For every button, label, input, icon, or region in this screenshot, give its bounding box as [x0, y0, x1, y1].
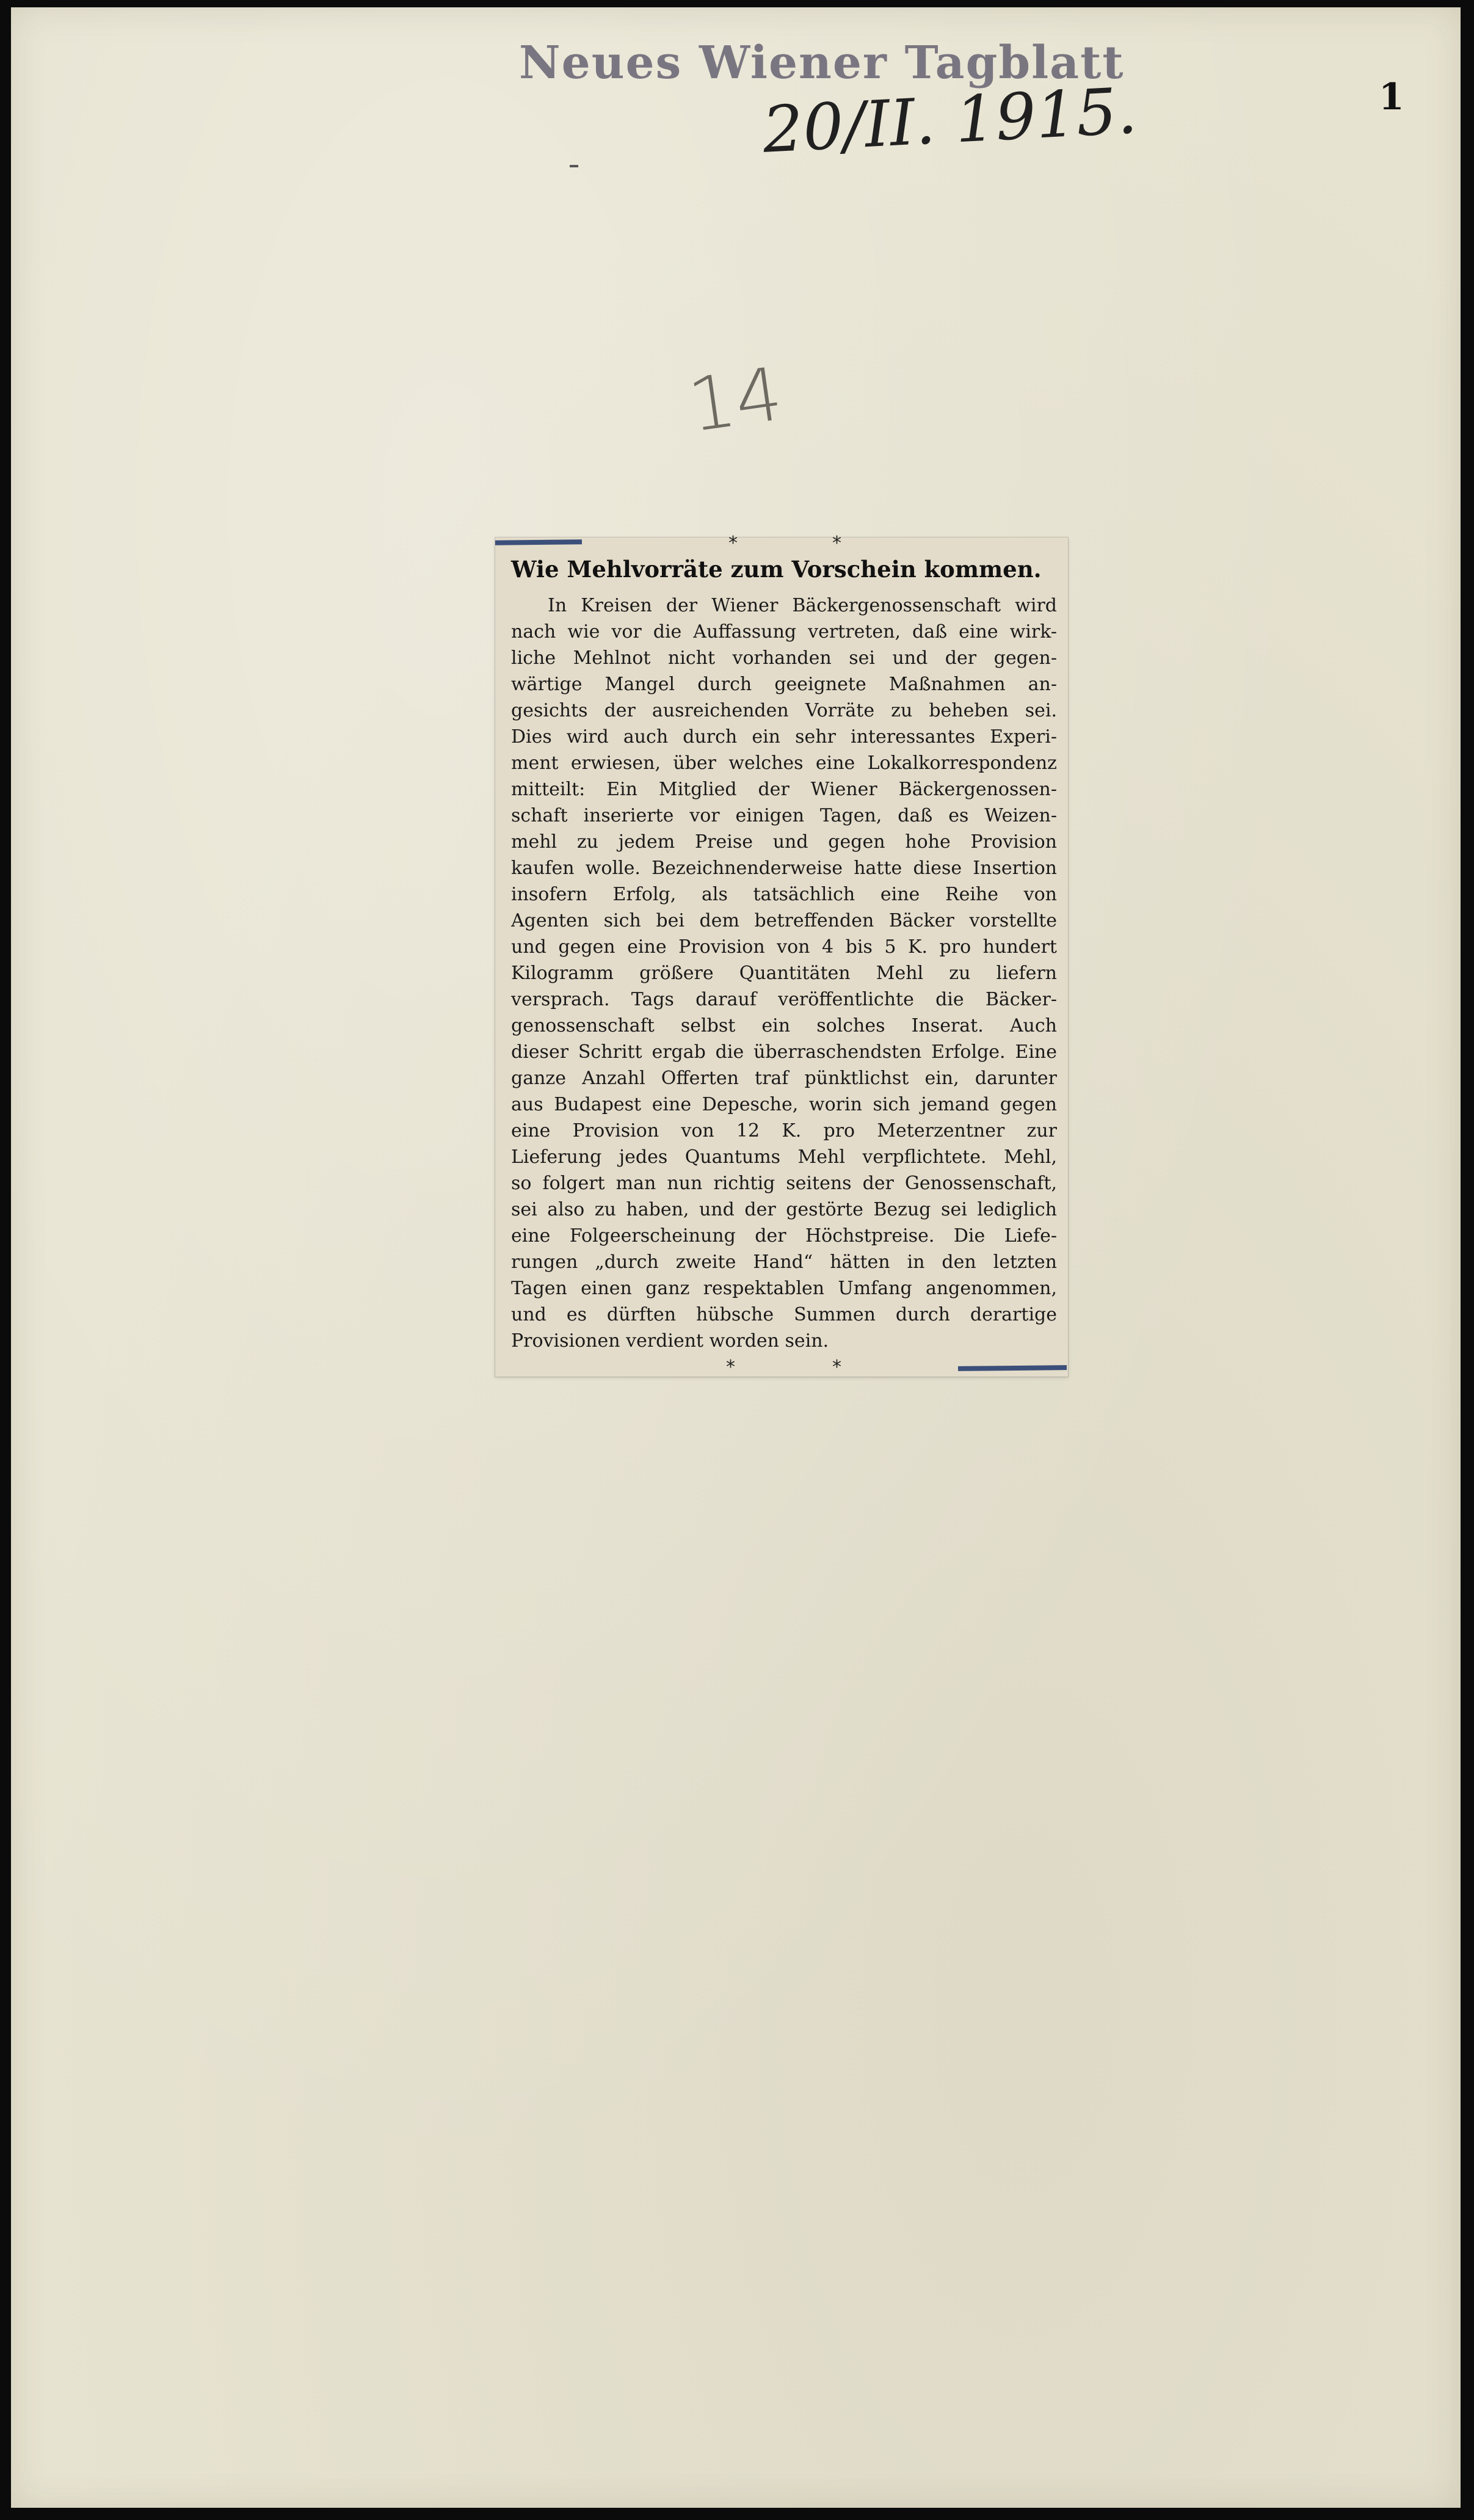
pencil-mark	[570, 165, 578, 167]
ornament-star: *	[832, 1357, 841, 1378]
article-line: Agenten sich bei dem betreffenden Bäcker vorstellte	[511, 910, 1057, 931]
newspaper-clipping	[495, 533, 1068, 1378]
article-line: Tagen einen ganz respektablen Umfang angenommen,	[511, 1278, 1057, 1299]
article-line: schaft inserierte vor einigen Tagen, daß es Weizen-	[511, 805, 1057, 826]
article-line: eine Provision von 12 K. pro Meterzentner zur	[511, 1120, 1057, 1142]
article-line: rungen „durch zweite Hand“ hätten in den letzten	[511, 1251, 1057, 1273]
article-line: sei also zu haben, und der gestörte Bezug sei lediglich	[511, 1199, 1057, 1220]
article-body	[511, 592, 1057, 1354]
article-line: nach wie vor die Auffassung vertreten, daß eine wirk-	[511, 621, 1057, 643]
article-line: aus Budapest eine Depesche, worin sich jemand gegen	[511, 1094, 1057, 1115]
article-line: Lieferung jedes Quantums Mehl verpflichtete. Mehl,	[511, 1146, 1057, 1168]
article-line: gesichts der ausreichenden Vorräte zu beheben sei.	[511, 700, 1057, 721]
newspaper-stamp: Neues Wiener Tagblatt	[519, 37, 1125, 89]
handwritten-date: 20/II. 1915.	[761, 73, 1139, 167]
article-line: versprach. Tags darauf veröffentlichte die Bäcker-	[511, 989, 1057, 1010]
article-line: Kilogramm größere Quantitäten Mehl zu liefern	[511, 963, 1057, 984]
article-line: Provisionen verdient worden sein.	[511, 1330, 829, 1352]
article-line: insofern Erfolg, als tatsächlich eine Reihe von	[511, 884, 1057, 905]
article-line: In Kreisen der Wiener Bäckergenossenschaft wird	[548, 595, 1057, 616]
article-line: kaufen wolle. Bezeichnenderweise hatte diese Insertion	[511, 858, 1057, 879]
article-line: ganze Anzahl Offerten traf pünktlichst ein, darunter	[511, 1068, 1057, 1089]
article-line: genossenschaft selbst ein solches Inserat. Auch	[511, 1015, 1057, 1036]
article-line: dieser Schritt ergab die überraschendsten Erfolge. Eine	[511, 1041, 1057, 1063]
article-line: wärtige Mangel durch geeignete Maßnahmen an-	[511, 674, 1057, 695]
article-title: Wie Mehlvorräte zum Vorschein kommen.	[511, 556, 1042, 583]
article-line: so folgert man nun richtig seitens der Genossenschaft,	[511, 1173, 1057, 1194]
article-line: und es dürften hübsche Summen durch derartige	[511, 1304, 1057, 1325]
clipping-top-rule	[495, 539, 582, 545]
article-line: und gegen eine Provision von 4 bis 5 K. pro hundert	[511, 936, 1057, 958]
article-line: eine Folgeerscheinung der Höchstpreise. Die Liefe-	[511, 1225, 1057, 1247]
article-line: mitteilt: Ein Mitglied der Wiener Bäckergenossen-	[511, 779, 1057, 800]
archive-sheet	[11, 7, 1461, 2508]
page-number: 1	[1379, 76, 1404, 118]
folio-number: 14	[683, 352, 788, 449]
ornament-star: *	[726, 1357, 735, 1378]
ornament-star: *	[728, 533, 738, 554]
ornament-star: *	[832, 533, 841, 554]
clipping-bottom-rule	[958, 1365, 1067, 1371]
article-line: liche Mehlnot nicht vorhanden sei und der gegen-	[511, 647, 1057, 669]
article-line: Dies wird auch durch ein sehr interessantes Experi-	[511, 726, 1057, 748]
article-line: mehl zu jedem Preise und gegen hohe Provision	[511, 831, 1057, 853]
article-line: ment erwiesen, über welches eine Lokalkorrespondenz	[511, 752, 1057, 774]
